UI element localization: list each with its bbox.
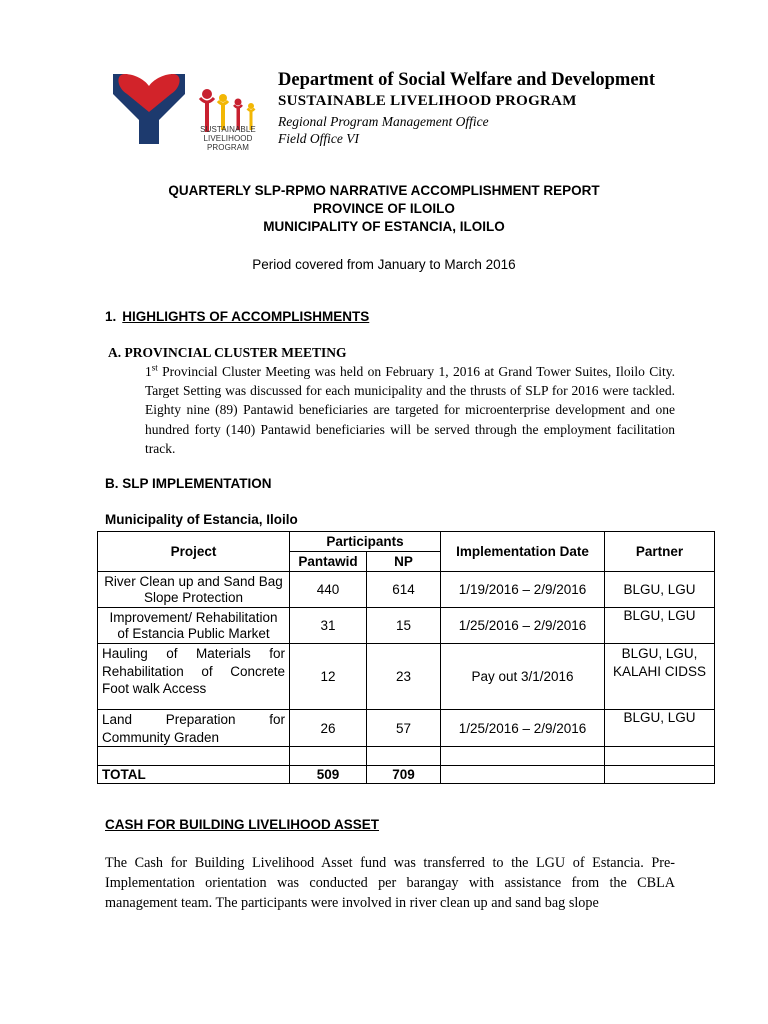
cell-pantawid: 440 <box>290 572 367 608</box>
program-title: SUSTAINABLE LIVELIHOOD PROGRAM <box>278 93 577 109</box>
report-municipality: MUNICIPALITY OF ESTANCIA, ILOILO <box>263 219 505 234</box>
cell-pantawid: 31 <box>290 608 367 644</box>
table-row-total <box>98 766 715 784</box>
field-office-line: Field Office VI <box>278 131 359 146</box>
cell-date: Pay out 3/1/2016 <box>441 644 605 710</box>
section-1-heading: 1. HIGHLIGHTS OF ACCOMPLISHMENTS <box>105 309 370 324</box>
col-header-project: Project <box>98 532 290 572</box>
cell-date: 1/25/2016 – 2/9/2016 <box>441 710 605 747</box>
section-b-heading: B. SLP IMPLEMENTATION <box>105 476 272 491</box>
cell-np: 57 <box>367 710 441 747</box>
cell-np: 15 <box>367 608 441 644</box>
cell-project: Hauling of Materials for Rehabilitation of Concrete Foot walk Access <box>98 644 290 710</box>
slp-logo-text: SUSTAINABLE LIVELIHOOD PROGRAM <box>200 125 256 152</box>
table-row-empty <box>98 747 715 766</box>
office-line: Regional Program Management Office <box>278 114 489 129</box>
section-a-paragraph: 1st Provincial Cluster Meeting was held on February 1, 2016 at Grand Tower Suites, Iloilo City. Target Setting was discussed for each municipality and the thrusts of SLP for 2016 were tackled. Eighty nine (89) Pantawid beneficiaries are targeted for microenterprise development and one hundred forty (140) Pantawid beneficiaries will be served through the employment facilitation track. <box>145 362 675 456</box>
cash-paragraph: The Cash for Building Livelihood Asset fund was transferred to the LGU of Estancia. Pre-Implementation orientation was conducted per barangay with assistance from the CBLA management team. The participants were involved in river clean up and sand bag slope <box>105 855 675 912</box>
cell-partner: BLGU, LGU <box>605 710 715 747</box>
col-header-partner: Partner <box>605 532 715 572</box>
cash-heading: CASH FOR BUILDING LIVELIHOOD ASSET <box>105 817 380 832</box>
report-province: PROVINCE OF ILOILO <box>313 201 455 216</box>
projects-table <box>97 531 715 784</box>
cell-date: 1/19/2016 – 2/9/2016 <box>441 572 605 608</box>
report-title: QUARTERLY SLP-RPMO NARRATIVE ACCOMPLISHMENT REPORT <box>168 183 600 198</box>
table-row <box>98 644 715 710</box>
cell-project: Improvement/ Rehabilitation of Estancia Public Market <box>98 608 290 644</box>
cell-np: 614 <box>367 572 441 608</box>
table-row <box>98 608 715 644</box>
cell-project: Land Preparation for Community Graden <box>98 710 290 747</box>
col-header-participants: Participants <box>290 532 441 552</box>
cell-partner: BLGU, LGU <box>605 572 715 608</box>
col-header-pantawid: Pantawid <box>290 552 367 572</box>
cell-total-pantawid: 509 <box>290 766 367 784</box>
cell-partner: BLGU, LGU <box>605 608 715 644</box>
cell-np: 23 <box>367 644 441 710</box>
cell-total-label: TOTAL <box>98 766 290 784</box>
cell-date: 1/25/2016 – 2/9/2016 <box>441 608 605 644</box>
municipality-label: Municipality of Estancia, Iloilo <box>105 512 298 527</box>
col-header-date: Implementation Date <box>441 532 605 572</box>
cell-pantawid: 12 <box>290 644 367 710</box>
cell-total-np: 709 <box>367 766 441 784</box>
org-title: Department of Social Welfare and Development <box>278 70 655 90</box>
cell-project: River Clean up and Sand Bag Slope Protection <box>98 572 290 608</box>
section-a-heading: A. PROVINCIAL CLUSTER MEETING <box>108 345 347 360</box>
table-row <box>98 710 715 747</box>
table-row <box>98 572 715 608</box>
col-header-np: NP <box>367 552 441 572</box>
report-period: Period covered from January to March 2016 <box>252 257 516 272</box>
cell-pantawid: 26 <box>290 710 367 747</box>
cell-partner: BLGU, LGU, KALAHI CIDSS <box>605 644 715 710</box>
dswd-logo <box>111 72 187 146</box>
